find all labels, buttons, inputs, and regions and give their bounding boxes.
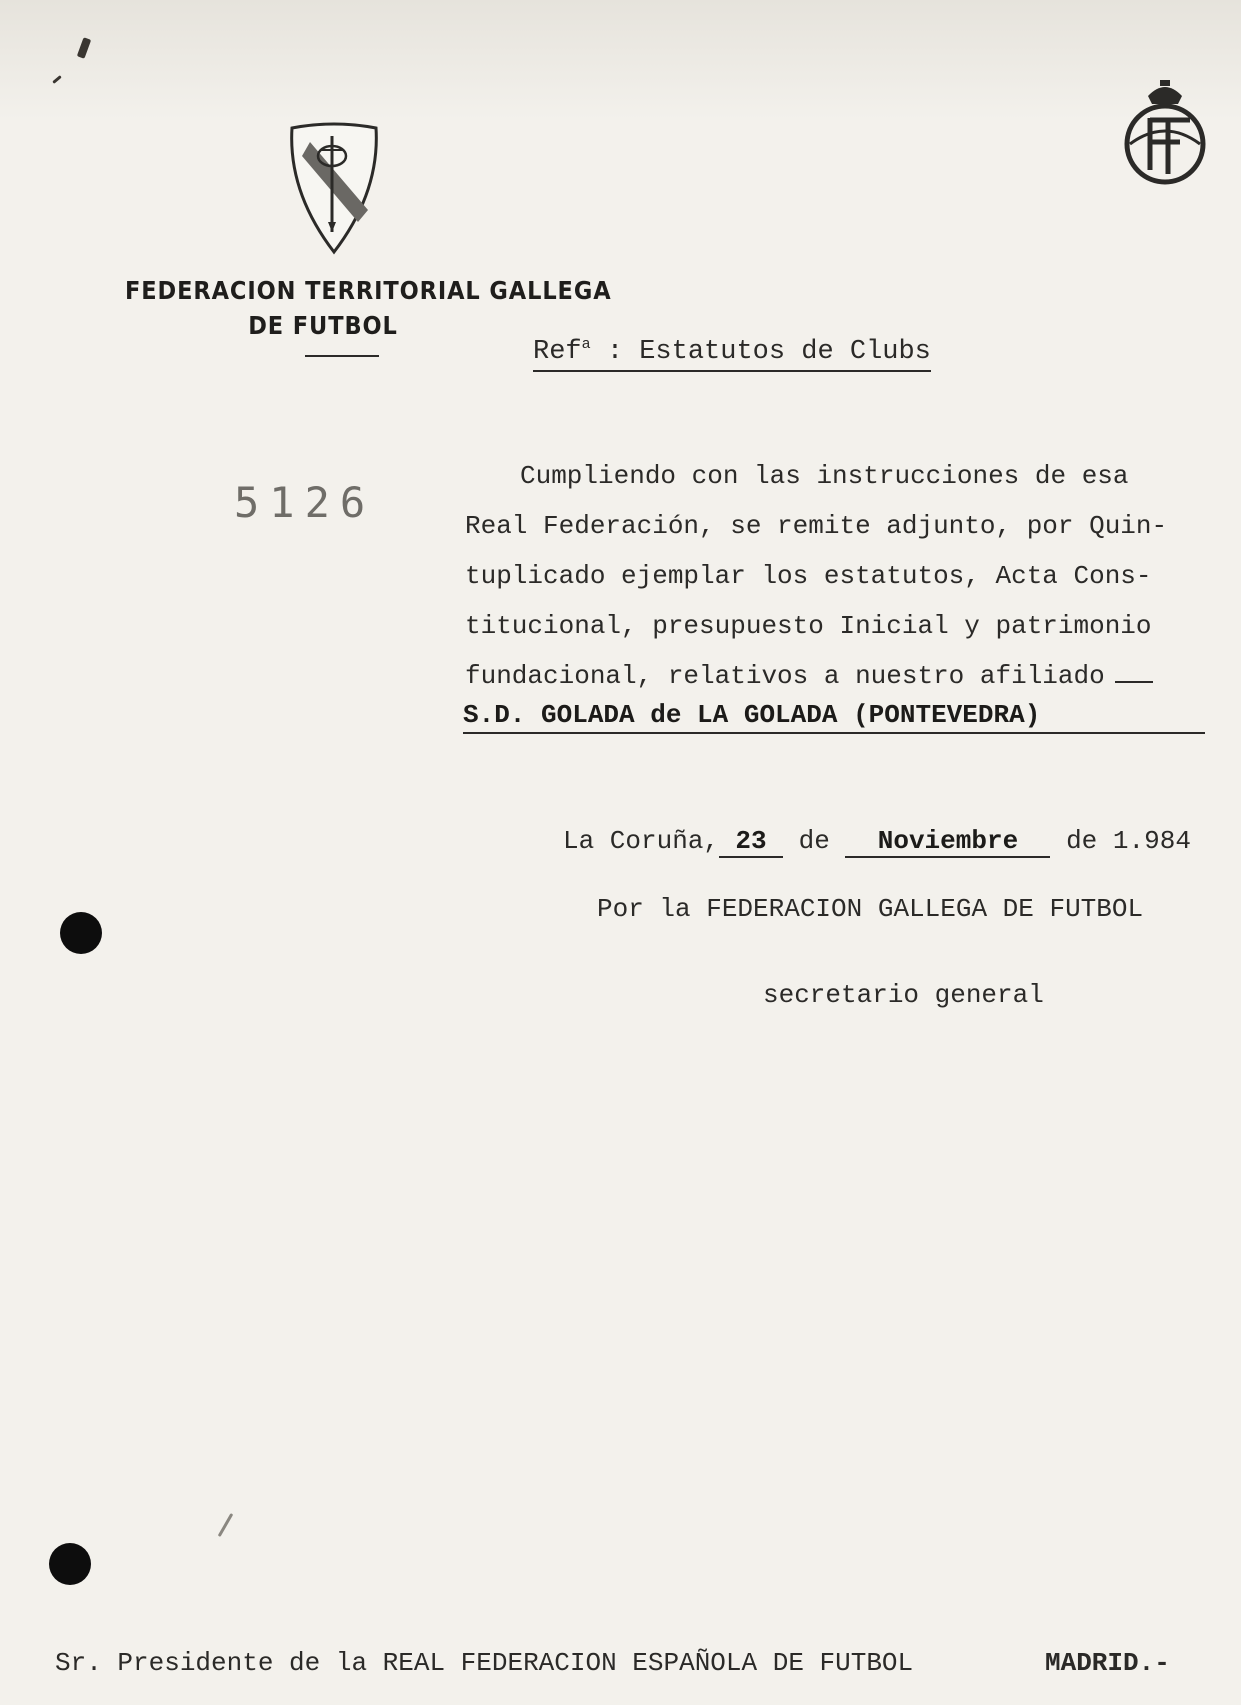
body-line-2: Real Federación, se remite adjunto, por Quin-	[465, 511, 1168, 541]
organization-line-2: DE FUTBOL	[248, 311, 398, 340]
date-place: La Coruña,	[563, 826, 720, 856]
date-de-1: de	[798, 826, 830, 856]
organization-underline	[305, 355, 379, 357]
reference-superscript: a	[581, 336, 591, 353]
reference-line	[533, 336, 931, 372]
date-year: 1.984	[1112, 826, 1191, 856]
body-line-1: Cumpliendo con las instrucciones de esa	[520, 461, 1129, 491]
shield-crest-icon	[288, 122, 380, 256]
body-line-5	[465, 651, 1225, 701]
organization-name	[125, 273, 612, 343]
addressee-city: MADRID.-	[1045, 1648, 1170, 1678]
pencil-mark	[218, 1513, 234, 1537]
reference-text: : Estatutos de Clubs	[606, 337, 931, 367]
body-line-3: tuplicado ejemplar los estatutos, Acta Cons-	[465, 561, 1152, 591]
crowned-federation-monogram-icon	[1120, 78, 1210, 190]
addressee-line	[55, 1648, 1205, 1678]
fill-line	[1115, 681, 1153, 683]
document-number: 5126	[234, 478, 376, 527]
scan-shadow	[0, 0, 1241, 120]
addressee-text: Sr. Presidente de la REAL FEDERACION ESPAÑOLA DE FUTBOL	[55, 1648, 914, 1678]
signature-title: secretario general	[763, 980, 1044, 1010]
club-name: S.D. GOLADA de LA GOLADA (PONTEVEDRA)	[463, 700, 1205, 734]
date-day: 23	[719, 826, 783, 858]
date-month: Noviembre	[845, 826, 1050, 858]
body-line-4: titucional, presupuesto Inicial y patrimonio	[465, 611, 1152, 641]
punch-hole	[60, 912, 102, 954]
date-line	[563, 826, 1191, 858]
organization-line-1: FEDERACION TERRITORIAL GALLEGA	[125, 276, 612, 305]
punch-hole	[49, 1543, 91, 1585]
signature-organization: Por la FEDERACION GALLEGA DE FUTBOL	[597, 894, 1144, 924]
body-line-5-text: fundacional, relativos a nuestro afiliado	[465, 661, 1105, 691]
reference-label: Ref	[533, 337, 582, 367]
date-de-2: de	[1066, 826, 1098, 856]
letter-body	[465, 451, 1225, 701]
